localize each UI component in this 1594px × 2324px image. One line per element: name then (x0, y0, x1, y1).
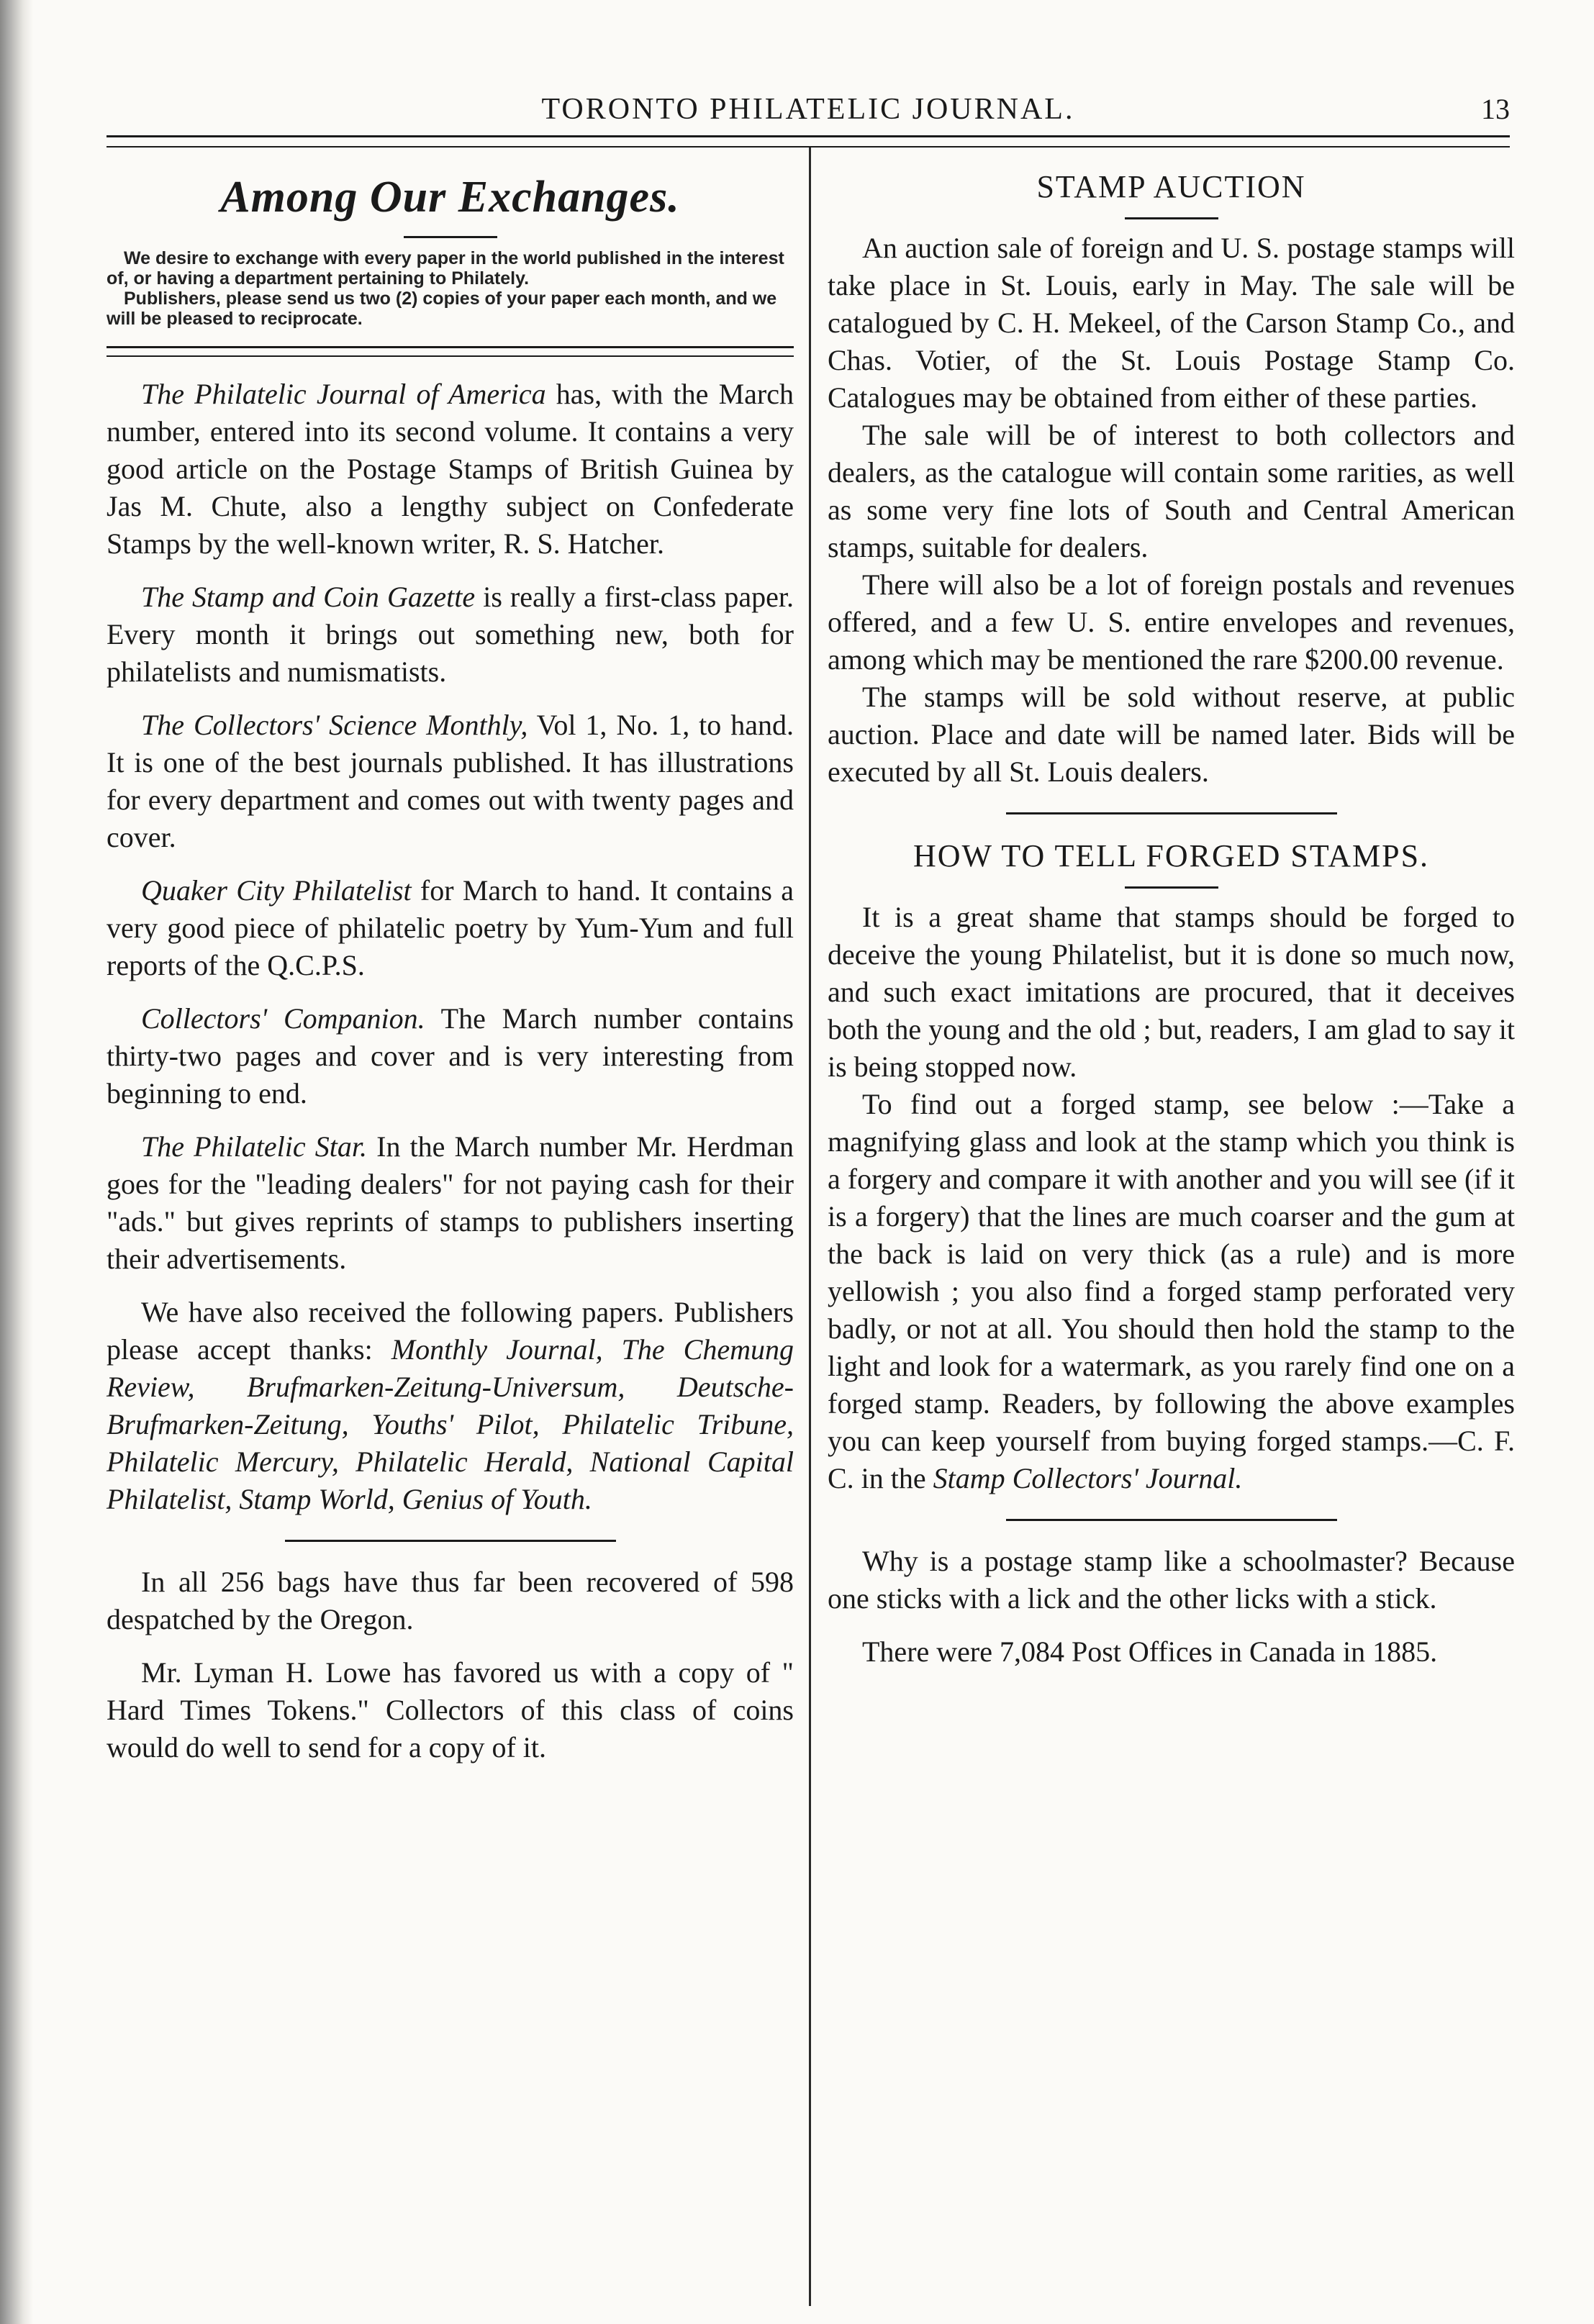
post-offices-note: There were 7,084 Post Offices in Canada in 1885. (862, 1635, 1438, 1668)
heading-rule (404, 236, 497, 238)
forged-paragraph (828, 1086, 1515, 1497)
notice-rule (107, 346, 794, 357)
entry-text: Vol 1, No. 1, to hand. It is one of the best journals published. It has illustrations for every department and comes out with twenty pages and cover. (107, 709, 794, 853)
oregon-bags-note: In all 256 bags have thus far been recovered of 598 despatched by the Oregon. (107, 1566, 794, 1635)
auction-paragraph: An auction sale of foreign and U. S. postage stamps will take place in St. Louis, early in May. The sale will be catalogued by C. H. Mekeel, of the Carson Stamp Co., and Chas. Votier, of the St. Louis Postage Stamp Co. Catalogues may be obtained from either of these parties. (828, 232, 1515, 414)
received-list: Monthly Journal, The Chemung Review, Brufmarken-Zeitung-Universum, Deutsche-Brufmarken-Zeitung, Youths' Pilot, Philatelic Tribune, Philatelic Mercury, Philatelic Herald, National Capital Philatelist, Stamp World, Genius of Youth. (107, 1333, 794, 1515)
exchange-notice-2: Publishers, please send us two (2) copies of your paper each month, and we will be pleased to reciprocate. (107, 289, 777, 329)
auction-paragraph: The stamps will be sold without reserve, at public auction. Place and date will be named later. Bids will be executed by all St. Louis dealers. (828, 681, 1515, 788)
journal-title: Quaker City Philatelist (141, 874, 412, 907)
exchange-entry (107, 376, 794, 563)
entry-text: is really a first-class paper. Every month it brings out something new, both for philatelists and numismatists. (107, 581, 794, 688)
right-column (828, 165, 1515, 1671)
entry-text: has, with the March number, entered into its second volume. It contains a very good article on the Postage Stamps of British Guinea by Jas M. Chute, also a lengthy subject on Confederate Stamps by the well-known writer, R. S. Hatcher. (107, 378, 794, 560)
received-papers (107, 1294, 794, 1518)
left-column (107, 165, 794, 1766)
running-head (107, 92, 1510, 135)
exchanges-heading: Among Our Exchanges. (220, 173, 680, 222)
tokens-note: Mr. Lyman H. Lowe has favored us with a copy of " Hard Times Tokens." Collectors of this class of coins would do well to send for a copy of it. (107, 1656, 794, 1764)
section-rule (1006, 812, 1337, 814)
entry-text: The March number contains thirty-two pages and cover and is very interesting from beginning to end. (107, 1002, 794, 1109)
journal-title: The Philatelic Journal of America (141, 378, 546, 410)
auction-heading: STAMP AUCTION (1036, 169, 1306, 204)
column-divider (809, 147, 811, 2306)
exchange-entry (107, 707, 794, 856)
entry-text: for March to hand. It contains a very good piece of philatelic poetry by Yum-Yum and full reports of the Q.C.P.S. (107, 874, 794, 981)
exchange-entry (107, 578, 794, 691)
exchange-entry (107, 1000, 794, 1112)
journal-title: The Philatelic Star. (141, 1130, 367, 1163)
scan-edge (0, 0, 33, 2324)
auction-paragraph: The sale will be of interest to both collectors and dealers, as the catalogue will contain some rarities, as well as some very fine lots of South and Central American stamps, suitable for dealers. (828, 419, 1515, 563)
running-title: TORONTO PHILATELIC JOURNAL. (541, 93, 1075, 126)
exchange-entry (107, 1128, 794, 1278)
page-number: 13 (1481, 93, 1510, 125)
auction-paragraph: There will also be a lot of foreign postals and revenues offered, and a few U. S. entire envelopes and revenues, among which may be mentioned the rare $200.00 revenue. (828, 568, 1515, 676)
entry-text: In the March number Mr. Herdman goes for the "leading dealers" for not paying cash for their "ads." but gives reprints of stamps to publishers inserting their advertisements. (107, 1130, 794, 1275)
exchange-notice-1: We desire to exchange with every paper in the world published in the interest of, or having a department pertaining to Philately. (107, 248, 784, 289)
journal-title: The Collectors' Science Monthly, (141, 709, 528, 741)
header-rule (107, 135, 1510, 147)
received-lead: We have also received the following papers. Publishers please accept thanks: (107, 1296, 794, 1366)
section-rule (285, 1540, 616, 1542)
journal-title: Collectors' Companion. (141, 1002, 425, 1035)
journal-title: The Stamp and Coin Gazette (141, 581, 476, 613)
forged-heading: HOW TO TELL FORGED STAMPS. (913, 838, 1430, 873)
heading-rule (1125, 217, 1218, 219)
heading-rule (1125, 886, 1218, 889)
forged-source: Stamp Collectors' Journal. (933, 1462, 1243, 1494)
forged-text: To find out a forged stamp, see below :—Take a magnifying glass and look at the stamp which you think is a forgery and compare it with another and you will see (if it is a forgery) that the lines are much coarser and the gum at the back is laid on very thick (as a rule) and is more yellowish ; you also find a forged stamp perforated very badly, or not at all. You should then hold the stamp to the light and look for a watermark, as you rarely find one on a forged stamp. Readers, by following the above examples you can keep yourself from buying forged stamps.—C. F. C. in the (828, 1088, 1515, 1494)
exchange-entry (107, 872, 794, 984)
section-rule (1006, 1519, 1337, 1521)
riddle: Why is a postage stamp like a schoolmaster? Because one sticks with a lick and the other licks with a stick. (828, 1545, 1515, 1615)
forged-paragraph: It is a great shame that stamps should be forged to deceive the young Philatelist, but it is done so much now, and such exact imitations are procured, that it deceives both the young and the old ; but, readers, I am glad to say it is being stopped now. (828, 901, 1515, 1083)
